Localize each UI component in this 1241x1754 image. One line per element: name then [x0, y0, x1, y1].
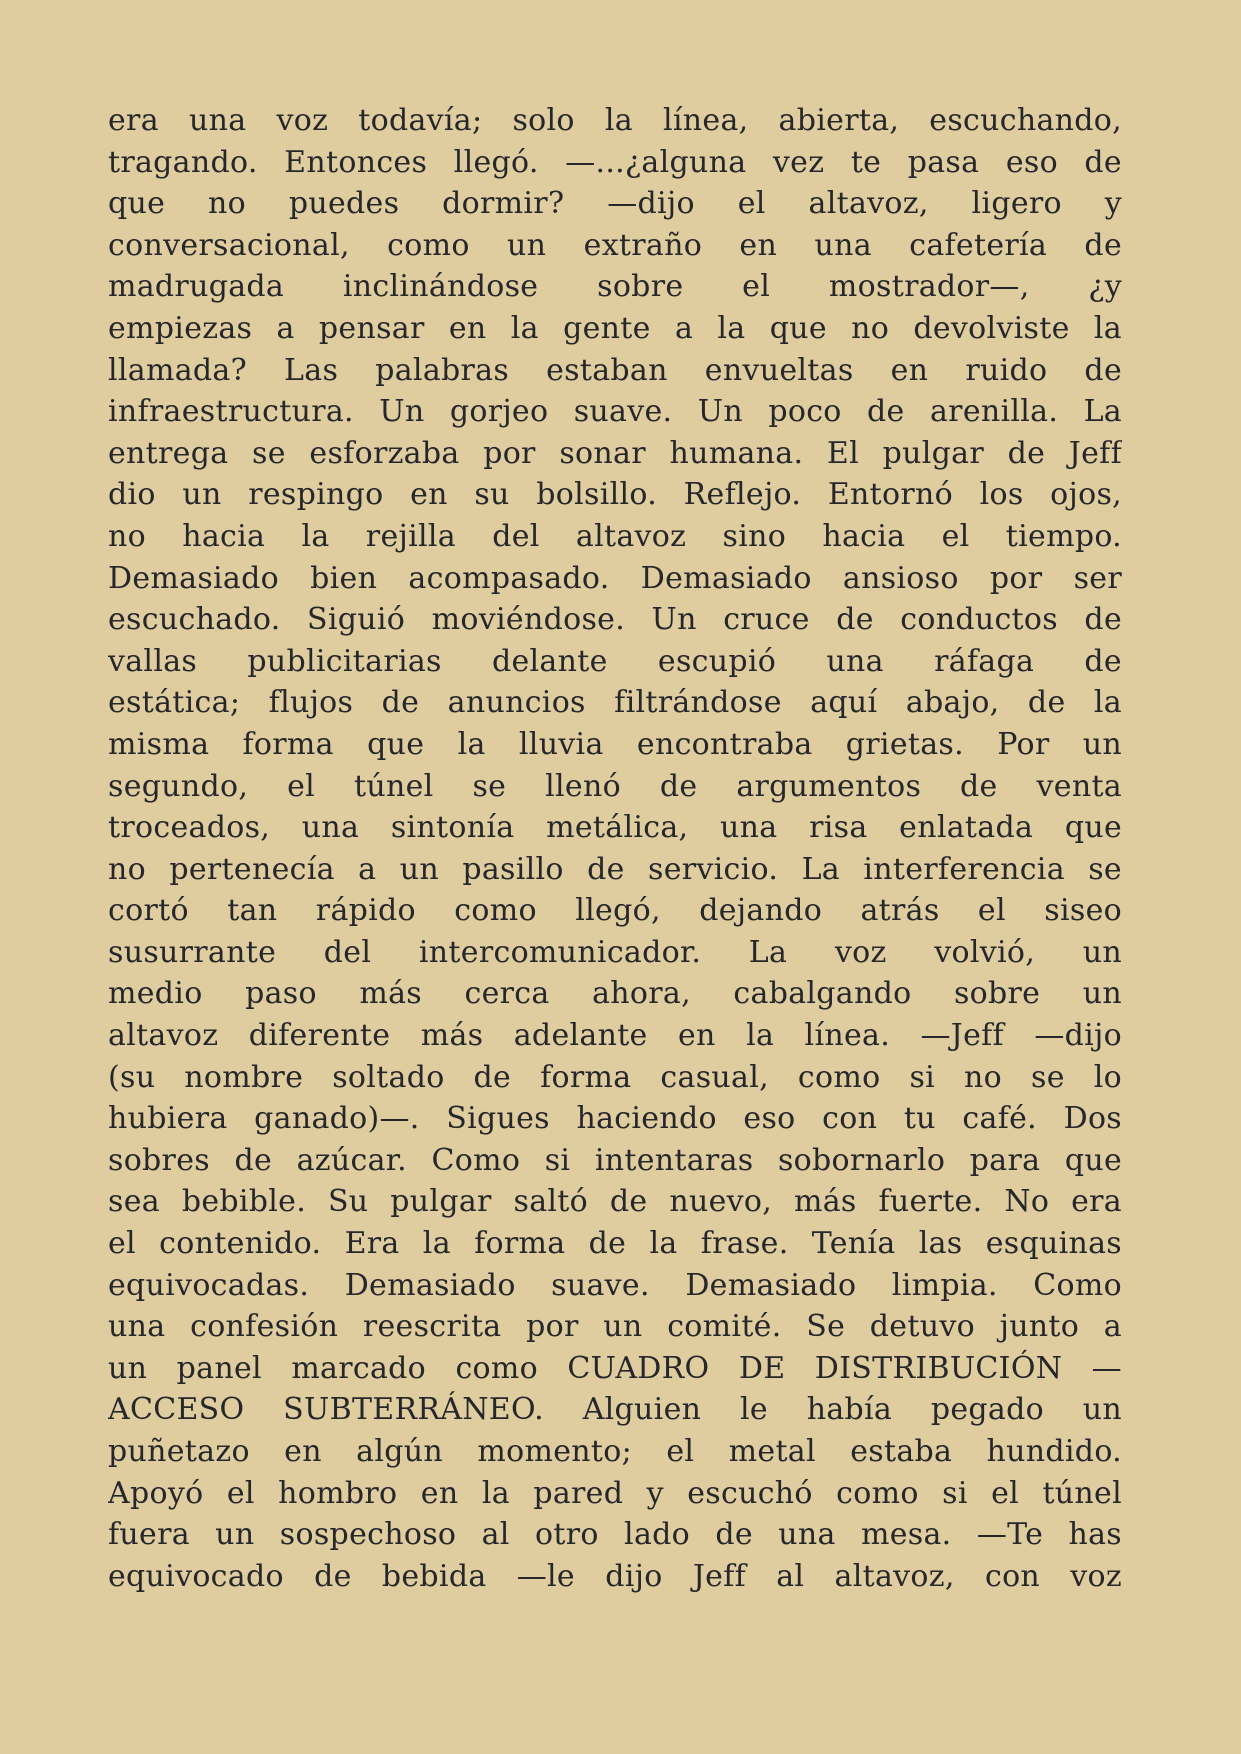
text-line: sea bebible. Su pulgar saltó de nuevo, más fuerte. No era: [108, 1184, 1122, 1220]
text-line: Demasiado bien acompasado. Demasiado ansioso por ser: [108, 560, 1122, 596]
text-line: sobres de azúcar. Como si intentaras sobornarlo para que: [108, 1142, 1122, 1178]
text-line: equivocado de bebida —le dijo Jeff al altavoz, con voz: [108, 1558, 1122, 1594]
paragraph-text-block: [108, 100, 1122, 1597]
text-line: puñetazo en algún momento; el metal estaba hundido.: [108, 1434, 1122, 1469]
text-line: equivocadas. Demasiado suave. Demasiado limpia. Como: [108, 1267, 1122, 1303]
text-line: segundo, el túnel se llenó de argumentos de venta: [108, 768, 1122, 804]
text-line: no hacia la rejilla del altavoz sino hacia el tiempo.: [108, 518, 1122, 554]
text-line: el contenido. Era la forma de la frase. Tenía las esquinas: [108, 1226, 1122, 1262]
text-line: dio un respingo en su bolsillo. Reflejo. Entornó los ojos,: [108, 477, 1122, 513]
text-line: una confesión reescrita por un comité. Se detuvo junto a: [108, 1309, 1122, 1345]
text-line: misma forma que la lluvia encontraba grietas. Por un: [108, 726, 1122, 762]
text-line: empiezas a pensar en la gente a la que no devolviste la: [108, 310, 1122, 346]
text-line: conversacional, como un extraño en una cafetería de: [108, 227, 1122, 263]
text-line: (su nombre soltado de forma casual, como si no se lo: [108, 1059, 1122, 1095]
text-line: que no puedes dormir? —dijo el altavoz, ligero y: [108, 186, 1122, 222]
text-line: fuera un sospechoso al otro lado de una mesa. —Te has: [108, 1517, 1122, 1553]
text-line: hubiera ganado)—. Sigues haciendo eso con tu café. Dos: [108, 1101, 1122, 1137]
text-line: estática; flujos de anuncios filtrándose aquí abajo, de la: [108, 685, 1122, 721]
text-line: infraestructura. Un gorjeo suave. Un poco de arenilla. La: [108, 394, 1122, 430]
text-line: susurrante del intercomunicador. La voz volvió, un: [108, 934, 1122, 970]
text-line: madrugada inclinándose sobre el mostrador—, ¿y: [108, 269, 1122, 305]
text-line: medio paso más cerca ahora, cabalgando sobre un: [108, 976, 1122, 1012]
text-line: entrega se esforzaba por sonar humana. El pulgar de Jeff: [108, 435, 1122, 471]
text-line: escuchado. Siguió moviéndose. Un cruce de conductos de: [108, 602, 1122, 638]
text-line: tragando. Entonces llegó. —...¿alguna vez te pasa eso de: [108, 144, 1122, 180]
text-line: altavoz diferente más adelante en la línea. —Jeff —dijo: [108, 1018, 1122, 1054]
text-line: llamada? Las palabras estaban envueltas en ruido de: [108, 352, 1122, 388]
text-line: Apoyó el hombro en la pared y escuchó como si el túnel: [108, 1475, 1122, 1511]
text-line: troceados, una sintonía metálica, una risa enlatada que: [108, 810, 1122, 846]
text-line: era una voz todavía; solo la línea, abierta, escuchando,: [108, 103, 1122, 138]
text-line: cortó tan rápido como llegó, dejando atrás el siseo: [108, 893, 1122, 929]
text-line: un panel marcado como CUADRO DE DISTRIBUCIÓN —: [108, 1350, 1122, 1386]
text-line: vallas publicitarias delante escupió una ráfaga de: [108, 643, 1122, 679]
text-line: no pertenecía a un pasillo de servicio. La interferencia se: [108, 851, 1122, 887]
text-line: ACCESO SUBTERRÁNEO. Alguien le había pegado un: [108, 1392, 1122, 1428]
